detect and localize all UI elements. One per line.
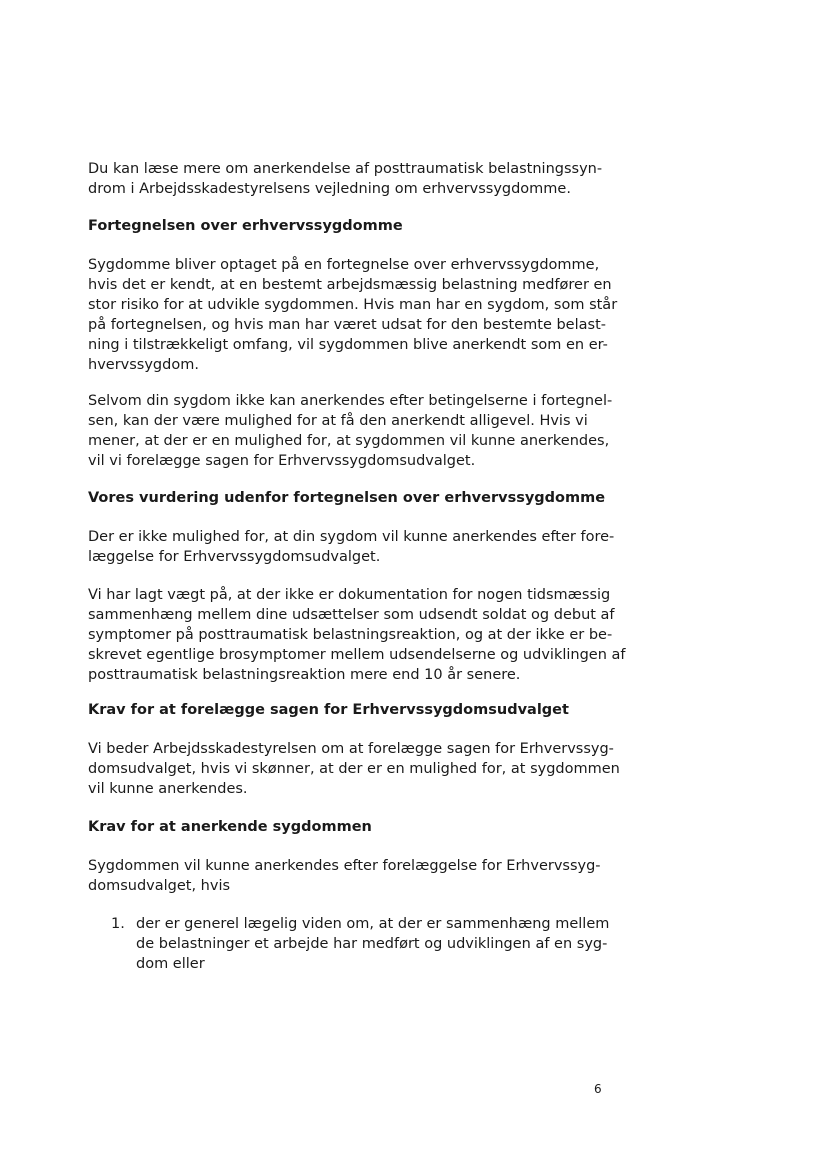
text-line: Vi beder Arbejdsskadestyrelsen om at forelægge sagen for Erhvervssyg- [88,741,614,757]
text-line: læggelse for Erhvervssygdomsudvalget. [88,549,381,565]
text-line: Selvom din sygdom ikke kan anerkendes efter betingelserne i fortegnel- [88,393,613,409]
text-line: domsudvalget, hvis [88,878,231,894]
list-item-line: de belastninger et arbejde har medført og udviklingen af en syg- [136,936,608,952]
text-line: Vi har lagt vægt på, at der ikke er dokumentation for nogen tidsmæssig [88,587,611,603]
text-line: vil vi forelægge sagen for Erhvervssygdomsudvalget. [88,453,476,469]
page-number: 6 [594,1082,602,1096]
list-item-line: der er generel lægelig viden om, at der er sammenhæng mellem [136,916,610,932]
section-heading: Fortegnelsen over erhvervssygdomme [88,218,403,234]
text-line: ning i tilstrækkeligt omfang, vil sygdommen blive anerkendt som en er- [88,337,608,353]
text-line: Der er ikke mulighed for, at din sygdom vil kunne anerkendes efter fore- [88,529,615,545]
text-line: Du kan læse mere om anerkendelse af posttraumatisk belastningssyn- [88,161,603,177]
section-heading: Krav for at forelægge sagen for Erhvervssygdomsudvalget [88,702,569,718]
text-line: vil kunne anerkendes. [88,781,248,797]
text-line: posttraumatisk belastningsreaktion mere end 10 år senere. [88,667,521,683]
text-line: stor risiko for at udvikle sygdommen. Hvis man har en sygdom, som står [88,297,618,313]
text-line: på fortegnelsen, og hvis man har været udsat for den bestemte belast- [88,317,606,333]
text-line: sammenhæng mellem dine udsættelser som udsendt soldat og debut af [88,607,615,623]
text-line: skrevet egentlige brosymptomer mellem udsendelserne og udviklingen af [88,647,626,663]
text-line: mener, at der er en mulighed for, at sygdommen vil kunne anerkendes, [88,433,610,449]
text-line: symptomer på posttraumatisk belastningsreaktion, og at der ikke er be- [88,627,613,643]
text-line: hvervssygdom. [88,357,199,373]
text-line: hvis det er kendt, at en bestemt arbejdsmæssig belastning medfører en [88,277,612,293]
text-line: domsudvalget, hvis vi skønner, at der er en mulighed for, at sygdommen [88,761,620,777]
list-item-number: 1. [111,916,125,932]
text-line: Sygdommen vil kunne anerkendes efter forelæggelse for Erhvervssyg- [88,858,601,874]
text-line: sen, kan der være mulighed for at få den anerkendt alligevel. Hvis vi [88,413,588,429]
text-line: Sygdomme bliver optaget på en fortegnelse over erhvervssygdomme, [88,257,600,273]
list-item-line: dom eller [136,956,205,972]
section-heading: Krav for at anerkende sygdommen [88,819,372,835]
text-line: drom i Arbejdsskadestyrelsens vejledning om erhvervssygdomme. [88,181,571,197]
section-heading: Vores vurdering udenfor fortegnelsen over erhvervssygdomme [88,490,606,506]
